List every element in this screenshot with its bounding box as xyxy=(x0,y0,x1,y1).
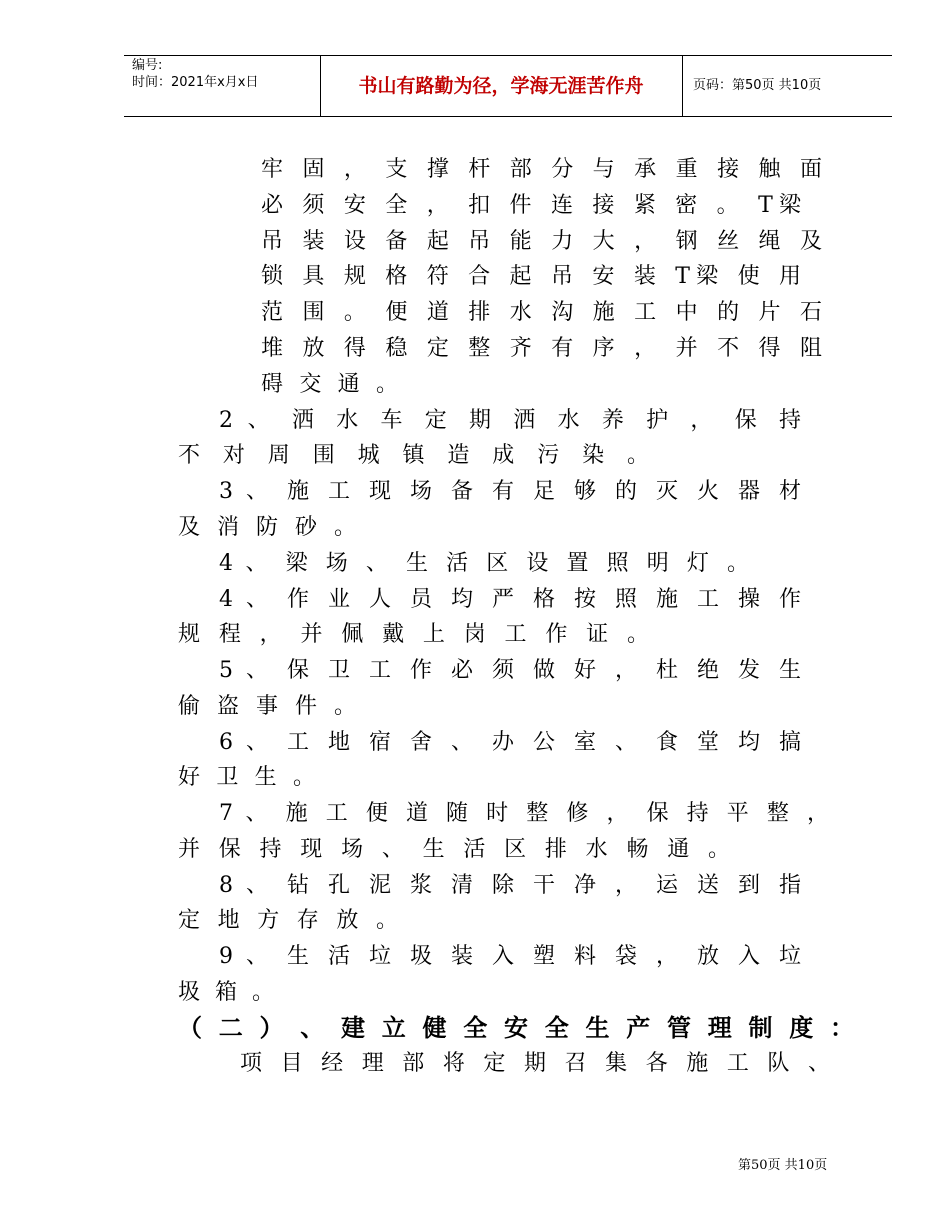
page-footer: 第50页 共10页 xyxy=(738,1158,828,1173)
body-line: 并 保 持 现 场 、 生 活 区 排 水 畅 通 。 xyxy=(178,837,730,862)
body-line: 8 、 钻 孔 泥 浆 清 除 干 净 ， 运 送 到 指 xyxy=(219,873,801,898)
body-line: 项 目 经 理 部 将 定 期 召 集 各 施 工 队 、 xyxy=(240,1051,830,1076)
body-line: 范 围 。 便 道 排 水 沟 施 工 中 的 片 石 xyxy=(261,300,822,325)
header-slogan: 书山有路勤为径，学海无涯苦作舟 xyxy=(358,75,644,97)
body-line: 必 须 安 全 ， 扣 件 连 接 紧 密 。 T梁 xyxy=(261,193,801,218)
body-line: 2 、 洒 水 车 定 期 洒 水 养 护 ， 保 持 xyxy=(219,408,801,433)
body-line: 好 卫 生 。 xyxy=(178,765,315,790)
header-page-cell xyxy=(683,56,892,116)
body-line: 4 、 梁 场 、 生 活 区 设 置 照 明 灯 。 xyxy=(219,551,749,576)
body-line: 不 对 周 围 城 镇 造 成 污 染 。 xyxy=(178,443,649,468)
body-line: 堆 放 得 稳 定 整 齐 有 序 ， 并 不 得 阻 xyxy=(261,336,822,361)
body-line: 6 、 工 地 宿 舍 、 办 公 室 、 食 堂 均 搞 xyxy=(219,730,801,755)
header-page-info: 页码：第50页 共10页 xyxy=(693,78,822,93)
page-header xyxy=(124,55,892,117)
body-line: 吊 装 设 备 起 吊 能 力 大 ， 钢 丝 绳 及 xyxy=(261,229,822,254)
header-slogan-cell xyxy=(320,56,683,116)
body-line: 规 程 ， 并 佩 戴 上 岗 工 作 证 。 xyxy=(178,622,649,647)
body-line: 及 消 防 砂 。 xyxy=(178,515,356,540)
body-line: 锁 具 规 格 符 合 起 吊 安 装 T梁 使 用 xyxy=(261,264,801,289)
body-line: 7 、 施 工 便 道 随 时 整 修 ， 保 持 平 整 ， xyxy=(219,801,829,826)
body-line: 偷 盗 事 件 。 xyxy=(178,694,356,719)
section-heading: （ 二 ） 、 建 立 健 全 安 全 生 产 管 理 制 度 ： xyxy=(178,1013,854,1042)
body-line: 4 、 作 业 人 员 均 严 格 按 照 施 工 操 作 xyxy=(219,587,801,612)
document-time-label: 时间：2021年x月x日 xyxy=(132,75,259,90)
body-line: 9 、 生 活 垃 圾 装 入 塑 料 袋 ， 放 入 垃 xyxy=(219,944,801,969)
body-line: 定 地 方 存 放 。 xyxy=(178,908,398,933)
document-number-label: 编号: xyxy=(132,58,163,73)
body-line: 圾 箱 。 xyxy=(178,980,274,1005)
body-line: 3 、 施 工 现 场 备 有 足 够 的 灭 火 器 材 xyxy=(219,479,801,504)
body-line: 碍 交 通 。 xyxy=(261,372,398,397)
body-line: 5 、 保 卫 工 作 必 须 做 好 ， 杜 绝 发 生 xyxy=(219,658,801,683)
header-meta-cell xyxy=(124,56,321,116)
body-line: 牢 固 ， 支 撑 杆 部 分 与 承 重 接 触 面 xyxy=(261,157,822,182)
